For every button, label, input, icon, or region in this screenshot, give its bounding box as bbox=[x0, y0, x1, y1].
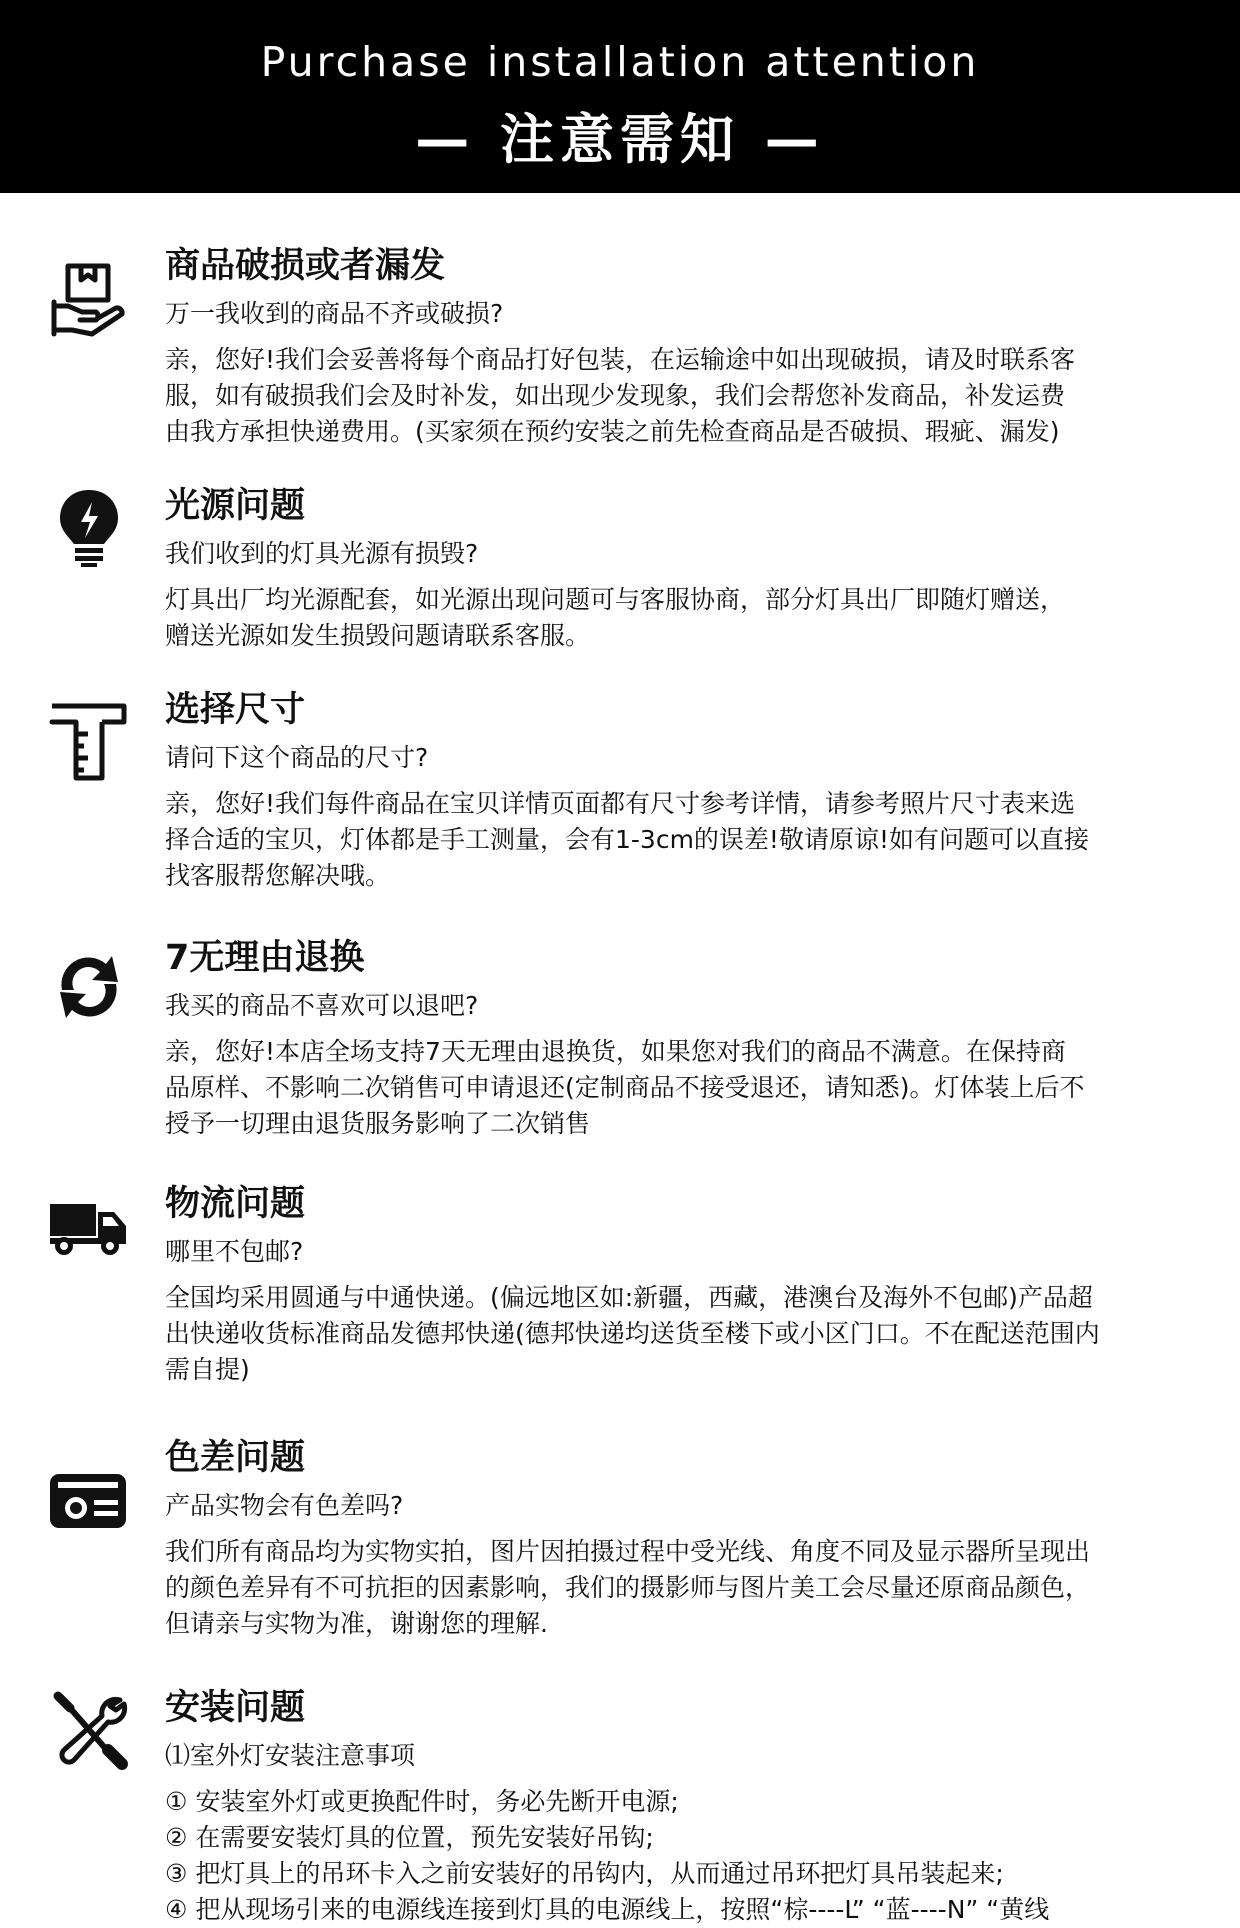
answer-line: 授予一切理由退货服务影响了二次销售 bbox=[165, 1109, 591, 1138]
return-exchange-icon bbox=[48, 946, 130, 1028]
ruler-icon bbox=[48, 700, 130, 782]
answer-line: 需自提) bbox=[165, 1355, 250, 1384]
answer-line: 亲，您好!本店全场支持7天无理由退换货，如果您对我们的商品不满意。在保持商 bbox=[165, 1037, 1066, 1066]
light-bulb-icon bbox=[48, 486, 130, 568]
answer-line: ③ 把灯具上的吊环卡入之前安装好的吊钩内，从而通过吊环把灯具吊装起来; bbox=[165, 1859, 1004, 1888]
section-title: 7无理由退换 bbox=[165, 938, 365, 978]
section-question: 我买的商品不喜欢可以退吧? bbox=[165, 991, 479, 1020]
answer-line: 服，如有破损我们会及时补发，如出现少发现象，我们会帮您补发商品，补发运费 bbox=[165, 381, 1066, 410]
section-title: 光源问题 bbox=[165, 486, 306, 526]
answer-line: 品原样、不影响二次销售可申请退还(定制商品不接受退还，请知悉)。灯体装上后不 bbox=[165, 1073, 1085, 1102]
section-answer bbox=[165, 1534, 1175, 1642]
answer-line: 找客服帮您解决哦。 bbox=[165, 861, 391, 890]
answer-line: 出快递收货标准商品发德邦快递(德邦快递均送货至楼下或小区门口。不在配送范围内 bbox=[165, 1319, 1100, 1348]
answer-line: ② 在需要安装灯具的位置，预先安装好吊钩; bbox=[165, 1823, 654, 1852]
answer-line: 但请亲与实物为准，谢谢您的理解. bbox=[165, 1609, 548, 1638]
section-answer bbox=[165, 1034, 1175, 1142]
section-title: 色差问题 bbox=[165, 1438, 306, 1478]
section-question: 产品实物会有色差吗? bbox=[165, 1491, 404, 1520]
answer-line: 全国均采用圆通与中通快递。(偏远地区如:新疆，西藏，港澳台及海外不包邮)产品超 bbox=[165, 1283, 1093, 1312]
answer-line: 择合适的宝贝，灯体都是手工测量，会有1-3cm的误差!敬请原谅!如有问题可以直接 bbox=[165, 825, 1089, 854]
delivery-truck-icon bbox=[48, 1190, 130, 1260]
section-answer bbox=[165, 1280, 1175, 1388]
section-question: 请问下这个商品的尺寸? bbox=[165, 743, 429, 772]
header-title-en: Purchase installation attention bbox=[260, 38, 980, 86]
section-title: 商品破损或者漏发 bbox=[165, 246, 446, 286]
header-title-cn: — 注意需知 — bbox=[415, 108, 825, 171]
section-title: 物流问题 bbox=[165, 1184, 306, 1224]
answer-line: 亲，您好!我们每件商品在宝贝详情页面都有尺寸参考详情，请参考照片尺寸表来选 bbox=[165, 789, 1076, 818]
section-question: 我们收到的灯具光源有损毁? bbox=[165, 539, 479, 568]
tools-icon bbox=[48, 1688, 130, 1770]
answer-line: 灯具出厂均光源配套，如光源出现问题可与客服协商，部分灯具出厂即随灯赠送， bbox=[165, 585, 1066, 614]
answer-line: 由我方承担快递费用。(买家须在预约安装之前先检查商品是否破损、瑕疵、漏发) bbox=[165, 417, 1060, 446]
answer-line: 我们所有商品均为实物实拍，图片因拍摄过程中受光线、角度不同及显示器所呈现出 bbox=[165, 1537, 1091, 1566]
section-title: 选择尺寸 bbox=[165, 690, 306, 730]
answer-line: 的颜色差异有不可抗拒的因素影响，我们的摄影师与图片美工会尽量还原商品颜色， bbox=[165, 1573, 1091, 1602]
header-banner bbox=[0, 0, 1240, 193]
answer-line: ① 安装室外灯或更换配件时，务必先断开电源; bbox=[165, 1787, 679, 1816]
section-question: 哪里不包邮? bbox=[165, 1237, 304, 1266]
section-question: ⑴室外灯安装注意事项 bbox=[165, 1741, 416, 1770]
section-answer bbox=[165, 582, 1175, 654]
answer-line: 赠送光源如发生损毁问题请联系客服。 bbox=[165, 621, 591, 650]
section-title: 安装问题 bbox=[165, 1688, 306, 1728]
section-answer bbox=[165, 342, 1175, 450]
section-answer bbox=[165, 786, 1175, 894]
answer-line: 亲，您好!我们会妥善将每个商品打好包装，在运输途中如出现破损，请及时联系客 bbox=[165, 345, 1076, 374]
section-answer bbox=[165, 1784, 1175, 1928]
answer-line: ④ 把从现场引来的电源线连接到灯具的电源线上，按照“棕----L” “蓝----N” “黄线 bbox=[165, 1895, 1050, 1924]
section-question: 万一我收到的商品不齐或破损? bbox=[165, 299, 504, 328]
damaged-package-icon bbox=[48, 258, 130, 340]
camera-icon bbox=[48, 1470, 130, 1532]
